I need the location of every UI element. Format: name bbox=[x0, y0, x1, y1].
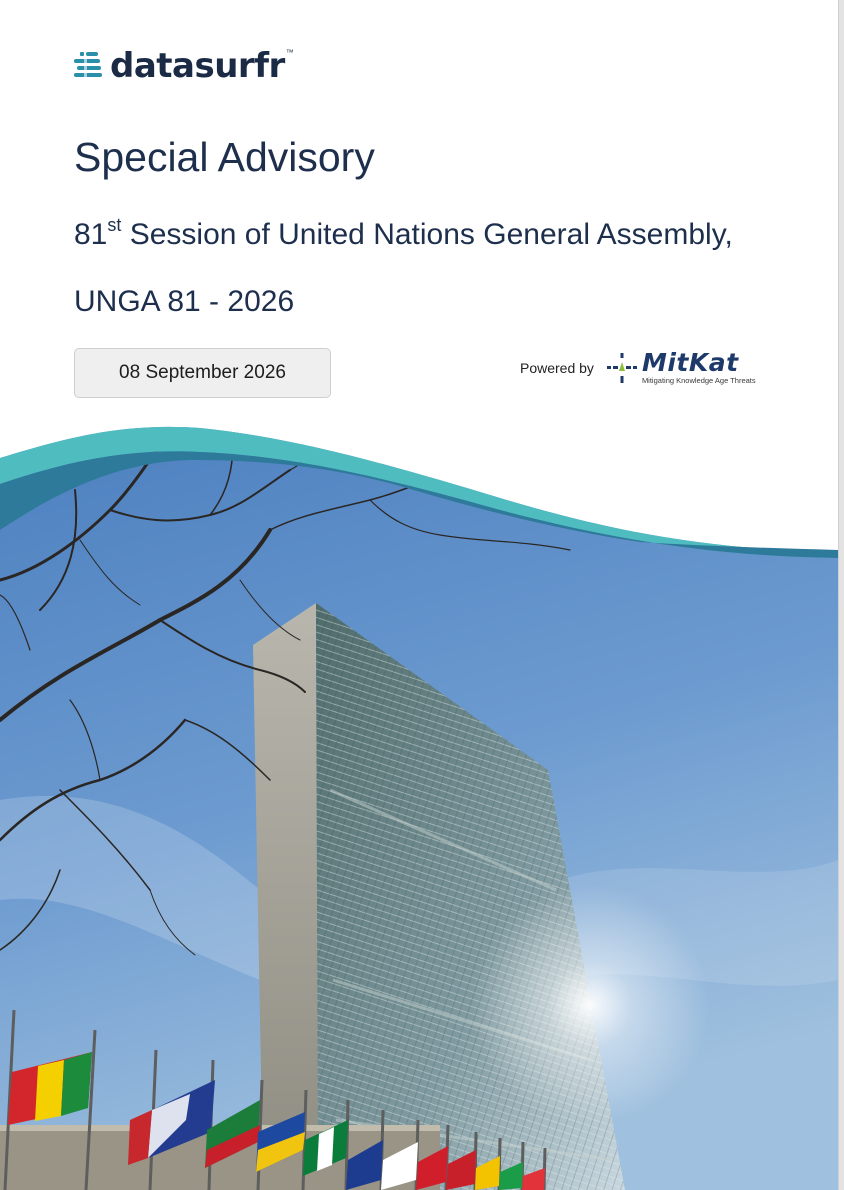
brand-name: datasurfr bbox=[110, 46, 285, 86]
ordinal-suffix: st bbox=[107, 215, 122, 235]
mitkat-wordmark: MitKat bbox=[641, 348, 739, 377]
date-badge bbox=[74, 348, 331, 398]
datasurfr-wave-icon bbox=[74, 50, 104, 82]
un-headquarters-photo bbox=[0, 420, 838, 1190]
mitkat-tagline: Mitigating Knowledge Age Threats bbox=[641, 376, 756, 385]
page-edge bbox=[838, 0, 844, 1190]
mitkat-crosshair-icon bbox=[606, 352, 638, 384]
powered-by bbox=[520, 350, 756, 385]
document-subtitle-line2: UNGA 81 - 2026 bbox=[74, 285, 295, 318]
document-title: Special Advisory bbox=[74, 134, 375, 180]
session-number: 81 bbox=[74, 218, 108, 251]
subtitle-text: Session of United Nations General Assembly, bbox=[121, 218, 733, 251]
datasurfr-logo bbox=[74, 46, 294, 86]
trademark-symbol: ™ bbox=[285, 47, 294, 57]
powered-by-label: Powered by bbox=[520, 359, 594, 376]
publication-date: 08 September 2026 bbox=[119, 362, 286, 383]
document-subtitle bbox=[74, 215, 733, 252]
